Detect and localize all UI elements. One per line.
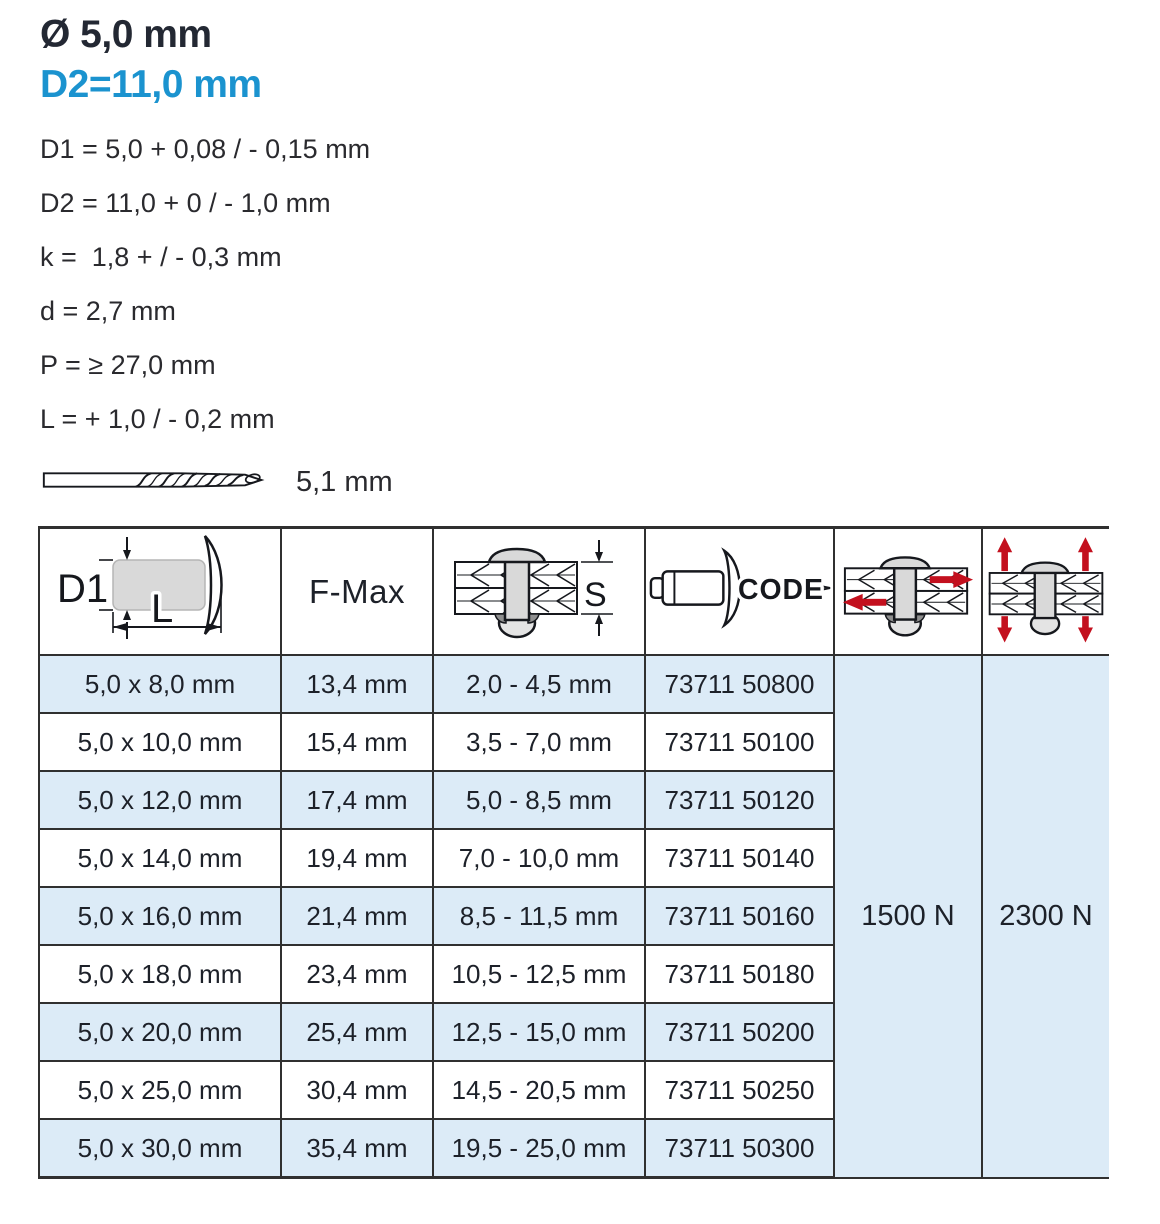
fmax-cell: 17,4 mm xyxy=(281,771,433,829)
code-cell: 73711 50800 xyxy=(645,655,834,713)
fmax-cell: 35,4 mm xyxy=(281,1119,433,1178)
code-cell: 73711 50250 xyxy=(645,1061,834,1119)
svg-text:D1: D1 xyxy=(57,567,109,611)
grip-cell: 10,5 - 12,5 mm xyxy=(433,945,645,1003)
grip-cell: 14,5 - 20,5 mm xyxy=(433,1061,645,1119)
fmax-cell: 23,4 mm xyxy=(281,945,433,1003)
grip-cell: 12,5 - 15,0 mm xyxy=(433,1003,645,1061)
col-header-shear xyxy=(834,528,982,656)
size-cell: 5,0 x 10,0 mm xyxy=(39,713,281,771)
spec-line-k: k = 1,8 + / - 0,3 mm xyxy=(40,242,282,272)
rivet-dimensions-icon xyxy=(55,567,265,650)
fmax-cell: 19,4 mm xyxy=(281,829,433,887)
spec-list xyxy=(40,136,1160,433)
spec-line-p: P = ≥ 27,0 mm xyxy=(40,350,216,380)
size-cell: 5,0 x 12,0 mm xyxy=(39,771,281,829)
size-cell: 5,0 x 25,0 mm xyxy=(39,1061,281,1119)
svg-text:CODE: CODE xyxy=(737,573,824,606)
grip-range-icon xyxy=(449,576,629,650)
drill-size-row xyxy=(40,460,1160,504)
size-cell: 5,0 x 20,0 mm xyxy=(39,1003,281,1061)
code-cell: 73711 50300 xyxy=(645,1119,834,1178)
size-cell: 5,0 x 8,0 mm xyxy=(39,655,281,713)
drill-bit-icon xyxy=(40,460,270,505)
size-cell: 5,0 x 18,0 mm xyxy=(39,945,281,1003)
size-cell: 5,0 x 30,0 mm xyxy=(39,1119,281,1178)
grip-cell: 2,0 - 4,5 mm xyxy=(433,655,645,713)
page-title-diameter: Ø 5,0 mm xyxy=(40,13,212,56)
code-cell: 73711 50180 xyxy=(645,945,834,1003)
code-cell: 73711 50140 xyxy=(645,829,834,887)
svg-text:S: S xyxy=(584,576,607,614)
spec-line-l: L = + 1,0 / - 0,2 mm xyxy=(40,404,275,434)
grip-cell: 8,5 - 11,5 mm xyxy=(433,887,645,945)
shear-value-cell: 1500 N xyxy=(834,655,982,1178)
tensile-load-icon xyxy=(984,623,1108,653)
col-header-dimensions xyxy=(39,528,281,656)
rivet-code-icon xyxy=(647,573,833,644)
grip-cell: 3,5 - 7,0 mm xyxy=(433,713,645,771)
spec-line-d1: D1 = 5,0 + 0,08 / - 0,15 mm xyxy=(40,134,371,164)
code-cell: 73711 50100 xyxy=(645,713,834,771)
table-row xyxy=(39,655,1109,713)
rivet-spec-table xyxy=(38,526,1109,1179)
fmax-cell: 15,4 mm xyxy=(281,713,433,771)
spec-line-d: d = 2,7 mm xyxy=(40,296,176,326)
tensile-value-cell: 2300 N xyxy=(982,655,1109,1178)
col-header-fmax xyxy=(281,528,433,656)
col-header-code xyxy=(645,528,834,656)
shear-load-icon xyxy=(839,620,977,650)
grip-cell: 5,0 - 8,5 mm xyxy=(433,771,645,829)
fmax-cell: 13,4 mm xyxy=(281,655,433,713)
grip-cell: 19,5 - 25,0 mm xyxy=(433,1119,645,1178)
drill-size-label: 5,1 mm xyxy=(296,465,393,498)
col-header-tensile xyxy=(982,528,1109,656)
svg-text:L: L xyxy=(151,587,174,631)
col-header-grip xyxy=(433,528,645,656)
fmax-cell: 21,4 mm xyxy=(281,887,433,945)
code-cell: 73711 50200 xyxy=(645,1003,834,1061)
code-cell: 73711 50160 xyxy=(645,887,834,945)
table-header-row xyxy=(39,528,1109,656)
fmax-cell: 25,4 mm xyxy=(281,1003,433,1061)
page-title-d2: D2=11,0 mm xyxy=(40,63,262,106)
grip-cell: 7,0 - 10,0 mm xyxy=(433,829,645,887)
size-cell: 5,0 x 14,0 mm xyxy=(39,829,281,887)
fmax-cell: 30,4 mm xyxy=(281,1061,433,1119)
spec-line-d2: D2 = 11,0 + 0 / - 1,0 mm xyxy=(40,188,331,218)
code-cell: 73711 50120 xyxy=(645,771,834,829)
size-cell: 5,0 x 16,0 mm xyxy=(39,887,281,945)
fmax-header-label: F-Max xyxy=(309,572,405,610)
